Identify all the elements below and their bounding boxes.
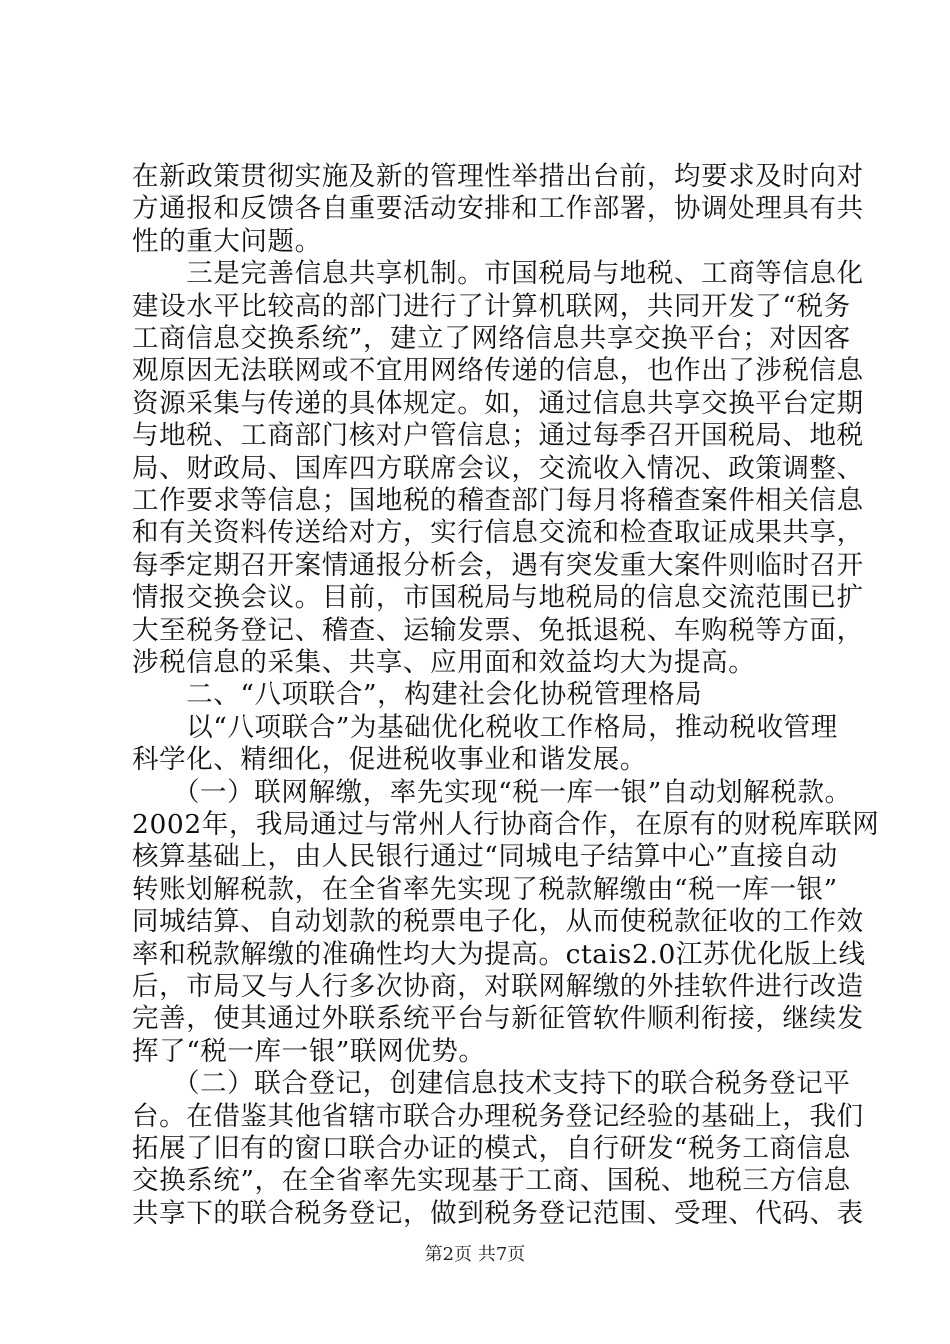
text-line: 涉税信息的采集、共享、应用面和效益均大为提高。 xyxy=(132,647,756,678)
text-line: 台。在借鉴其他省辖市联合办理税务登记经验的基础上，我们 xyxy=(132,1100,864,1132)
text-line: 同城结算、自动划款的税票电子化，从而使税款征收的工作效 xyxy=(132,906,864,938)
text-line: 以“八项联合”为基础优化税收工作格局，推动税收管理 xyxy=(132,711,838,743)
text-line: 共享下的联合税务登记，做到税务登记范围、受理、代码、表 xyxy=(132,1197,864,1229)
text-line: 性的重大问题。 xyxy=(132,225,322,257)
text-line: 资源采集与传递的具体规定。如，通过信息共享交换平台定期 xyxy=(132,387,864,419)
text-line: 二、“八项联合”，构建社会化协税管理格局 xyxy=(132,679,703,711)
text-line: 三是完善信息共享机制。市国税局与地税、工商等信息化 xyxy=(132,258,864,290)
text-line: 科学化、精细化，促进税收事业和谐发展。 xyxy=(132,744,647,776)
text-line: 工作要求等信息；国地税的稽查部门每月将稽查案件相关信息 xyxy=(132,485,864,516)
text-line: 情报交换会议。目前，市国税局与地税局的信息交流范围已扩 xyxy=(132,582,864,614)
text-line: 交换系统”，在全省率先实现基于工商、国税、地税三方信息 xyxy=(132,1165,851,1197)
text-line: 拓展了旧有的窗口联合办证的模式，自行研发“税务工商信息 xyxy=(132,1133,851,1164)
text-line: 2002年，我局通过与常州人行协商合作，在原有的财税库联网 xyxy=(132,809,880,840)
text-line: 每季定期召开案情通报分析会，遇有突发重大案件则临时召开 xyxy=(132,549,864,581)
text-line: 观原因无法联网或不宜用网络传递的信息，也作出了涉税信息 xyxy=(132,355,864,387)
text-line: 核算基础上，由人民银行通过“同城电子结算中心”直接自动 xyxy=(132,841,838,873)
text-line: （二）联合登记，创建信息技术支持下的联合税务登记平 xyxy=(132,1068,851,1100)
text-line: 方通报和反馈各自重要活动安排和工作部署，协调处理具有共 xyxy=(132,193,864,225)
text-line: （一）联网解缴，率先实现“税一库一银”自动划解税款。 xyxy=(132,776,852,808)
text-line: 完善，使其通过外联系统平台与新征管软件顺利衔接，继续发 xyxy=(132,1003,864,1035)
text-line: 工商信息交换系统”，建立了网络信息共享交换平台；对因客 xyxy=(132,323,851,354)
text-line: 率和税款解缴的准确性均大为提高。ctais2.0江苏优化版上线 xyxy=(132,938,866,970)
text-line: 挥了“税一库一银”联网优势。 xyxy=(132,1035,486,1067)
text-line: 局、财政局、国库四方联席会议，交流收入情况、政策调整、 xyxy=(132,452,864,484)
text-line: 建设水平比较高的部门进行了计算机联网，共同开发了“税务 xyxy=(132,290,851,322)
text-line: 后，市局又与人行多次协商，对联网解缴的外挂软件进行改造 xyxy=(132,971,864,1002)
text-line: 大至税务登记、稽查、运输发票、免抵退税、车购税等方面， xyxy=(132,614,864,646)
text-line: 转账划解税款，在全省率先实现了税款解缴由“税一库一银” xyxy=(132,873,838,905)
text-line: 和有关资料传送给对方，实行信息交流和检查取证成果共享， xyxy=(132,517,864,549)
page-footer: 第2页 共7页 xyxy=(424,1244,526,1265)
text-line: 在新政策贯彻实施及新的管理性举措出台前，均要求及时向对 xyxy=(132,161,864,192)
text-line: 与地税、工商部门核对户管信息；通过每季召开国税局、地税 xyxy=(132,420,864,452)
